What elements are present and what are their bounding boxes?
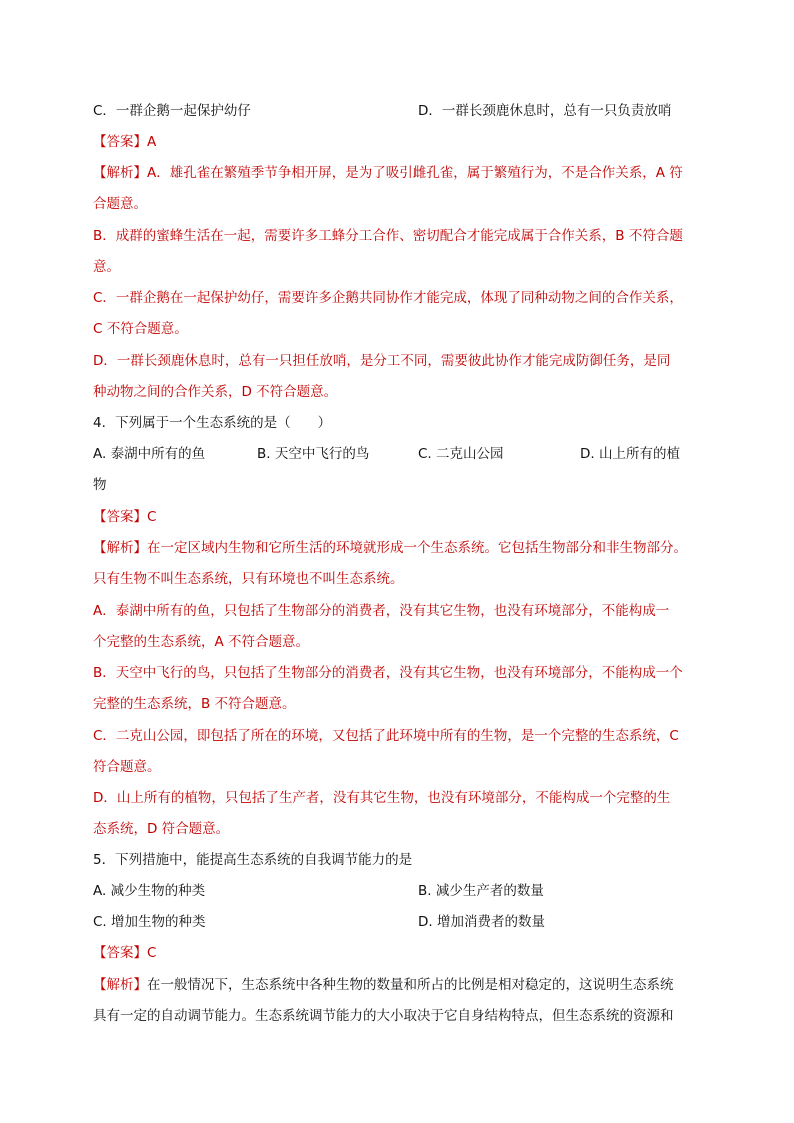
answer-value: C	[147, 509, 157, 525]
analysis-line: C．二克山公园，即包括了所在的环境，又包括了此环境中所有的生物，是一个完整的生态系统，C	[93, 728, 679, 744]
option-d: D. 山上所有的植	[580, 446, 680, 462]
option-d: D. 增加消费者的数量	[418, 914, 545, 930]
option-c: C. 增加生物的种类	[93, 914, 206, 930]
option-c: C. 二克山公园	[418, 446, 504, 462]
answer-value: A	[147, 134, 157, 150]
answer-line	[93, 508, 156, 526]
analysis-line: A．泰湖中所有的鱼，只包括了生物部分的消费者，没有其它生物，也没有环境部分，不能构成一	[93, 603, 670, 619]
analysis-tag: 【解析】	[93, 977, 147, 993]
analysis-text: A．雄孔雀在繁殖季节争相开屏，是为了吸引雌孔雀，属于繁殖行为，不是合作关系，A 符	[147, 165, 683, 181]
analysis-line: 种动物之间的合作关系，D 不符合题意。	[93, 384, 338, 400]
analysis-line: 符合题意。	[93, 759, 161, 775]
answer-line	[93, 944, 156, 962]
analysis-text: 在一般情况下，生态系统中各种生物的数量和所占的比例是相对稳定的，这说明生态系统	[147, 977, 674, 993]
analysis-line: 个完整的生态系统，A 不符合题意。	[93, 634, 310, 650]
answer-tag: 【答案】	[93, 134, 147, 150]
analysis-line	[93, 976, 674, 994]
analysis-tag: 【解析】	[93, 165, 147, 181]
option-d: D．一群长颈鹿休息时，总有一只负责放哨	[418, 103, 672, 119]
analysis-line: 态系统，D 符合题意。	[93, 821, 230, 837]
analysis-line	[93, 164, 683, 182]
option-c: C．一群企鹅一起保护幼仔	[93, 103, 251, 119]
option-a: A. 泰湖中所有的鱼	[93, 446, 206, 462]
answer-line	[93, 133, 156, 151]
analysis-tag: 【解析】	[93, 540, 147, 556]
question-4-stem: 4．下列属于一个生态系统的是（ ）	[93, 415, 332, 431]
analysis-line: D．一群长颈鹿休息时，总有一只担任放哨，是分工不同，需要彼此协作才能完成防御任务，是同	[93, 353, 671, 369]
analysis-line	[93, 539, 687, 557]
option-b: B. 减少生产者的数量	[418, 883, 544, 899]
analysis-line: C 不符合题意。	[93, 321, 188, 337]
answer-tag: 【答案】	[93, 509, 147, 525]
analysis-line: 合题意。	[93, 196, 147, 212]
analysis-line: 具有一定的自动调节能力。生态系统调节能力的大小取决于它自身结构特点，但生态系统的资源和	[93, 1008, 674, 1024]
analysis-line: 完整的生态系统，B 不符合题意。	[93, 696, 296, 712]
analysis-line: C．一群企鹅在一起保护幼仔，需要许多企鹅共同协作才能完成，体现了同种动物之间的合作关系，	[93, 290, 683, 306]
analysis-line: D．山上所有的植物，只包括了生产者，没有其它生物，也没有环境部分，不能构成一个完整的生	[93, 790, 671, 806]
analysis-line: 只有生物不叫生态系统，只有环境也不叫生态系统。	[93, 571, 404, 587]
analysis-line: B．天空中飞行的鸟，只包括了生物部分的消费者，没有其它生物，也没有环境部分，不能构成一个	[93, 665, 683, 681]
answer-value: C	[147, 945, 157, 961]
question-5-stem: 5．下列措施中，能提高生态系统的自我调节能力的是	[93, 852, 413, 868]
analysis-line: 意。	[93, 259, 120, 275]
analysis-line: B．成群的蜜蜂生活在一起，需要许多工蜂分工合作、密切配合才能完成属于合作关系，B 不符合题	[93, 228, 683, 244]
option-d-wrap: 物	[93, 477, 107, 493]
option-a: A. 减少生物的种类	[93, 883, 206, 899]
option-b: B. 天空中飞行的鸟	[257, 446, 370, 462]
analysis-text: 在一定区域内生物和它所生活的环境就形成一个生态系统。它包括生物部分和非生物部分。	[147, 540, 687, 556]
answer-tag: 【答案】	[93, 945, 147, 961]
